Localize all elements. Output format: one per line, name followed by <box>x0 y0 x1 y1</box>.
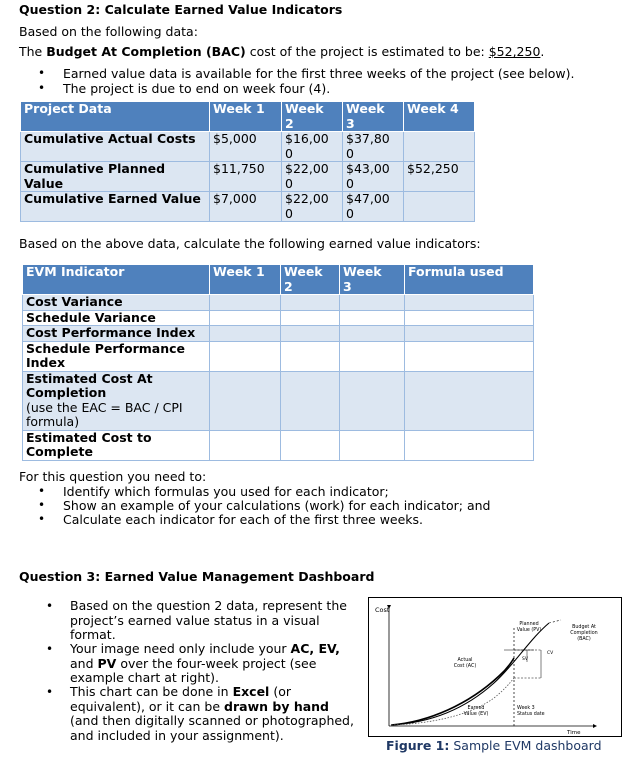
q3-b3-bold: drawn by hand <box>224 698 330 714</box>
figure-caption-text: Sample EVM dashboard <box>449 738 602 753</box>
week3-header: Week 3 <box>343 102 404 132</box>
row-label: Cumulative Earned Value <box>21 192 210 222</box>
indicator-label: Cost Variance <box>23 295 210 311</box>
bac-statement <box>19 44 544 59</box>
indicator-label: Schedule Variance <box>23 310 210 326</box>
answer-cell[interactable] <box>281 430 340 460</box>
q3-b2-text: over the four-week project (see example chart at right). <box>70 655 317 685</box>
bac-label: Budget At Completion (BAC) <box>570 625 598 642</box>
project-data-table <box>20 101 475 222</box>
q3-b3-text: (and then digitally scanned or photographed, and included in your assignment). <box>70 713 354 743</box>
q3-b3-bold: Excel <box>232 684 270 699</box>
answer-cell[interactable] <box>210 295 281 311</box>
table-cell: $22,00 0 <box>282 162 343 192</box>
row-label: Cumulative Planned Value <box>21 162 210 192</box>
evm-indicator-table <box>22 264 534 461</box>
q3-bullet-2 <box>70 642 360 686</box>
table-cell: $22,00 0 <box>282 192 343 222</box>
evm-week3-header: Week 3 <box>340 265 405 295</box>
evm-week1-header: Week 1 <box>210 265 281 295</box>
project-data-header: Project Data <box>21 102 210 132</box>
bac-mid: cost of the project is estimated to be: <box>245 44 489 59</box>
answer-cell[interactable] <box>281 371 340 430</box>
table-row <box>23 326 534 342</box>
requirement-1: Identify which formulas you used for each indicator; <box>63 484 389 499</box>
row-label: Cumulative Actual Costs <box>21 132 210 162</box>
requirements-intro: For this question you need to: <box>19 469 207 484</box>
table-row <box>21 132 475 162</box>
table-cell: $43,00 0 <box>343 162 404 192</box>
q3-b2-text: and <box>70 655 98 671</box>
table-cell: $47,00 0 <box>343 192 404 222</box>
table-row <box>23 295 534 311</box>
calc-prompt: Based on the above data, calculate the following earned value indicators: <box>19 236 481 251</box>
bac-value: $52,250 <box>488 44 541 59</box>
table-cell: $52,250 <box>404 162 475 192</box>
indicator-cell <box>23 371 210 430</box>
table-row <box>21 162 475 192</box>
q3-b2-bold: PV <box>97 655 117 671</box>
table-row <box>21 192 475 222</box>
q2-bullet-1: Earned value data is available for the first three weeks of the project (see below). <box>63 66 575 81</box>
table-cell: $37,80 0 <box>343 132 404 162</box>
q3-b3-text: This chart can be done in <box>70 684 233 699</box>
table-cell <box>404 132 475 162</box>
answer-cell[interactable] <box>340 326 405 342</box>
answer-cell[interactable] <box>210 310 281 326</box>
q2-title: Question 2: Calculate Earned Value Indicators <box>19 2 343 17</box>
bullet-icon: • <box>46 599 54 613</box>
ev-line <box>391 678 514 725</box>
q3-b2-text: Your image need only include your <box>70 641 291 656</box>
bac-term: Budget At Completion (BAC) <box>46 44 246 59</box>
table-cell: $5,000 <box>210 132 282 162</box>
answer-cell[interactable] <box>281 295 340 311</box>
formula-cell[interactable] <box>405 430 534 460</box>
indicator-label: Estimated Cost to Complete <box>23 430 210 460</box>
formula-cell[interactable] <box>405 295 534 311</box>
answer-cell[interactable] <box>340 430 405 460</box>
bullet-icon: • <box>38 81 46 95</box>
evm-indicator-header: EVM Indicator <box>23 265 210 295</box>
requirement-3: Calculate each indicator for each of the first three weeks. <box>63 512 424 527</box>
requirement-2: Show an example of your calculations (work) for each indicator; and <box>63 498 491 513</box>
bac-extension-line <box>549 620 561 623</box>
q2-based-on: Based on the following data: <box>19 24 198 39</box>
formula-cell[interactable] <box>405 326 534 342</box>
table-cell: $16,00 0 <box>282 132 343 162</box>
q3-bullet-3 <box>70 685 360 743</box>
answer-cell[interactable] <box>340 371 405 430</box>
ev-label: Earned Value (EV) <box>463 706 489 717</box>
answer-cell[interactable] <box>210 430 281 460</box>
table-cell: $7,000 <box>210 192 282 222</box>
table-row <box>23 371 534 430</box>
formula-cell[interactable] <box>405 371 534 430</box>
y-axis-label: Cost <box>375 606 390 614</box>
bullet-icon: • <box>38 484 46 498</box>
ac-line <box>391 658 514 725</box>
answer-cell[interactable] <box>281 310 340 326</box>
bullet-icon: • <box>38 512 46 526</box>
pv-label: Planned Value (PV) <box>516 622 542 633</box>
evm-week2-header: Week 2 <box>281 265 340 295</box>
table-cell: $11,750 <box>210 162 282 192</box>
indicator-label: Schedule Performance Index <box>23 341 210 371</box>
answer-cell[interactable] <box>281 341 340 371</box>
week4-header: Week 4 <box>404 102 475 132</box>
bac-end: . <box>540 44 545 59</box>
q3-bullet-1: Based on the question 2 data, represent the project’s earned value status in a visual format. <box>70 598 347 642</box>
ac-label: Actual Cost (AC) <box>453 658 477 669</box>
table-row <box>23 341 534 371</box>
table-row <box>23 310 534 326</box>
bullet-icon: • <box>38 66 46 80</box>
evm-sample-figure <box>368 597 622 737</box>
answer-cell[interactable] <box>210 371 281 430</box>
q3-title: Question 3: Earned Value Management Dashboard <box>19 569 375 584</box>
answer-cell[interactable] <box>210 341 281 371</box>
answer-cell[interactable] <box>281 326 340 342</box>
table-row <box>23 430 534 460</box>
status-date-label: Week 3 Status date <box>517 706 545 717</box>
bullet-icon: • <box>46 685 54 699</box>
bullet-icon: • <box>46 642 54 656</box>
q3-b3-text: (or equivalent), or it can be <box>70 684 291 714</box>
indicator-label: Cost Performance Index <box>23 326 210 342</box>
table-cell <box>404 192 475 222</box>
q3-b2-bold: AC, EV, <box>290 641 340 656</box>
formula-cell[interactable] <box>405 341 534 371</box>
evm-sample-chart <box>369 598 621 736</box>
bullet-icon: • <box>38 498 46 512</box>
answer-cell[interactable] <box>340 310 405 326</box>
bac-pre: The <box>19 44 47 59</box>
x-axis-label: Time <box>567 730 581 736</box>
q2-bullet-2: The project is due to end on week four (4). <box>63 81 331 96</box>
formula-cell[interactable] <box>405 310 534 326</box>
answer-cell[interactable] <box>340 295 405 311</box>
week1-header: Week 1 <box>210 102 282 132</box>
figure-caption-label: Figure 1: <box>386 738 450 753</box>
sv-label: SV <box>522 657 528 662</box>
answer-cell[interactable] <box>340 341 405 371</box>
cv-label: CV <box>547 651 554 656</box>
indicator-note: (use the EAC = BAC / CPI formula) <box>26 399 183 429</box>
figure-caption <box>386 738 602 753</box>
answer-cell[interactable] <box>210 326 281 342</box>
formula-used-header: Formula used <box>405 265 534 295</box>
indicator-label: Estimated Cost At Completion <box>26 370 153 400</box>
week2-header: Week 2 <box>282 102 343 132</box>
